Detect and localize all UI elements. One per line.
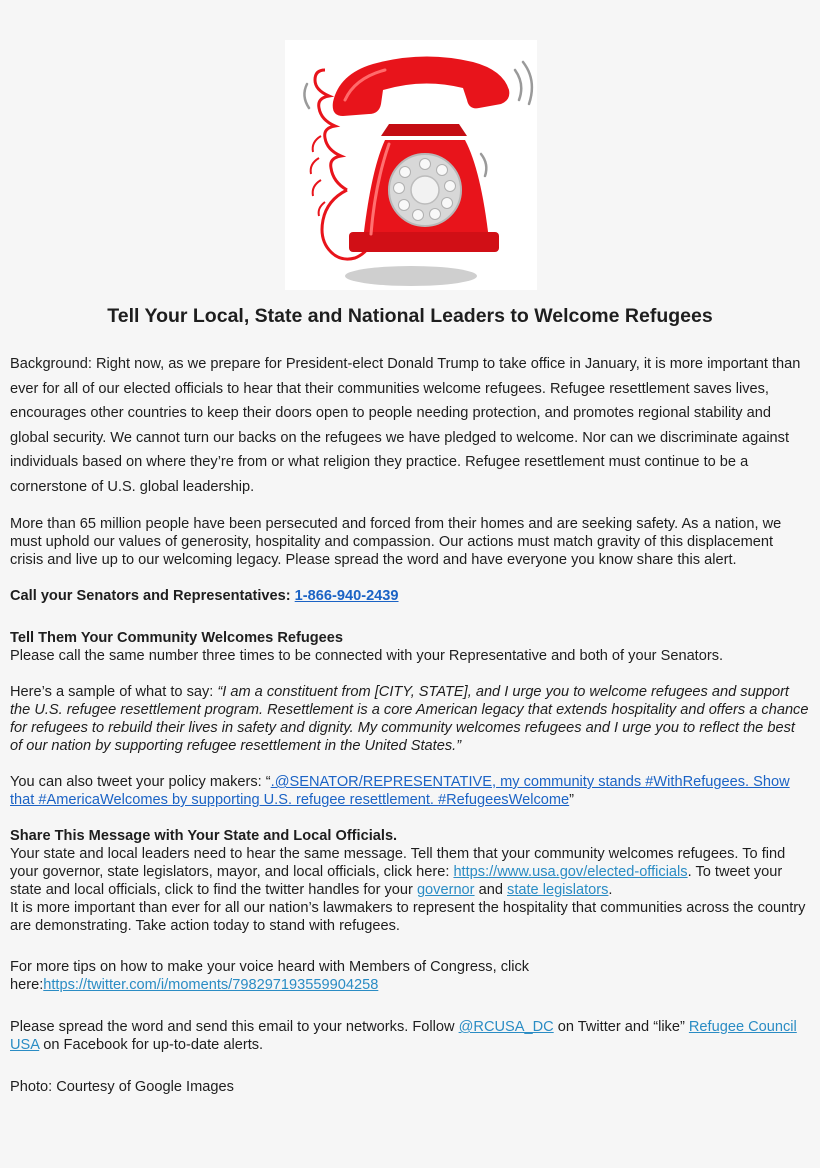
- call-paragraph: [10, 587, 810, 605]
- spread-paragraph: Please spread the word and send this email to your networks. Follow @RCUSA_DC on Twitter and “like” Refugee Council USA on Facebook for up-to-date alerts.: [10, 1019, 797, 1053]
- share-heading: Share This Message with Your State and Local Officials.: [10, 828, 398, 844]
- sample-paragraph: [10, 683, 810, 755]
- sample-quote: “I am a constituent from [CITY, STATE], and I urge you to welcome refugees and support the U.S. refugee resettlement program. Resettlement is a core American legacy that extends hospitality and offers a chance for refugees to rebuild their lives in safety and dignity. My community welcomes refugees and I urge you to reflect the best of our nation by supporting refugee resettlement in the United States.”: [10, 684, 809, 754]
- photo-credit: Photo: Courtesy of Google Images: [10, 1079, 234, 1095]
- refugee-council-facebook-link[interactable]: Refugee Council USA: [10, 1019, 797, 1053]
- twitter-moments-link[interactable]: https://twitter.com/i/moments/798297193559904258: [43, 977, 379, 993]
- tweet-link[interactable]: .@SENATOR/REPRESENTATIVE, my community stands #WithRefugees. Show that #AmericaWelcomes by supporting U.S. refugee resettlement. #RefugeesWelcome: [10, 774, 790, 808]
- background-paragraph: Background: Right now, as we prepare for President-elect Donald Trump to take office in January, it is more important than ever for all of our elected officials to hear that their communities welcome refugees. Refugee resettlement saves lives, encourages other countries to keep their doors open to people needing protection, and promotes regional stability and global security. We cannot turn our backs on the refugees we have pledged to welcome. Nor can we discriminate against individuals based on where they’re from or what religion they practice. Refugee resettlement must continue to be a cornerstone of U.S. global leadership.: [10, 356, 801, 495]
- tweet-outro: ”: [569, 792, 575, 808]
- persecuted-paragraph: More than 65 million people have been persecuted and forced from their homes and are seeking safety. As a nation, we must uphold our values of generosity, hospitality and compassion. Our actions must match gravity of this displacement crisis and live up to our welcoming legacy. Please spread the word and have everyone you know share this alert.: [10, 516, 782, 568]
- tell-heading: Tell Them Your Community Welcomes Refugees: [10, 630, 344, 646]
- ringing-telephone-image: [285, 40, 537, 290]
- share-paragraph: Your state and local leaders need to hear the same message. Tell them that your community welcomes refugees. To find your governor, state legislators, mayor, and local officials, click here: https://www.usa.gov/elected-officials. To tweet your state and local officials, click to find the twitter handles for your governor and state legislators.: [10, 846, 786, 898]
- telephone-icon: [285, 40, 537, 290]
- page-title: Tell Your Local, State and National Leaders to Welcome Refugees: [107, 305, 713, 327]
- sample-intro: Here’s a sample of what to say:: [10, 684, 218, 700]
- tweet-paragraph: [10, 773, 810, 809]
- call-label: Call your Senators and Representatives:: [10, 588, 295, 604]
- message-body: [10, 352, 810, 1096]
- governor-link[interactable]: governor: [416, 882, 475, 898]
- tell-text: Please call the same number three times to be connected with your Representative and both of your Senators.: [10, 648, 724, 664]
- tweet-intro: You can also tweet your policy makers: “: [10, 774, 271, 790]
- state-legislators-link[interactable]: state legislators: [507, 882, 609, 898]
- share-paragraph-2: It is more important than ever for all our nation’s lawmakers to represent the hospitality that communities across the country are demonstrating. Take action today to stand with refugees.: [10, 900, 806, 934]
- rcusa-twitter-link[interactable]: @RCUSA_DC: [458, 1019, 554, 1035]
- elected-officials-link[interactable]: https://www.usa.gov/elected-officials: [453, 864, 688, 880]
- phone-number-link[interactable]: 1-866-940-2439: [294, 588, 399, 604]
- tips-paragraph: For more tips on how to make your voice heard with Members of Congress, click here:https://twitter.com/i/moments/798297193559904258: [10, 959, 530, 993]
